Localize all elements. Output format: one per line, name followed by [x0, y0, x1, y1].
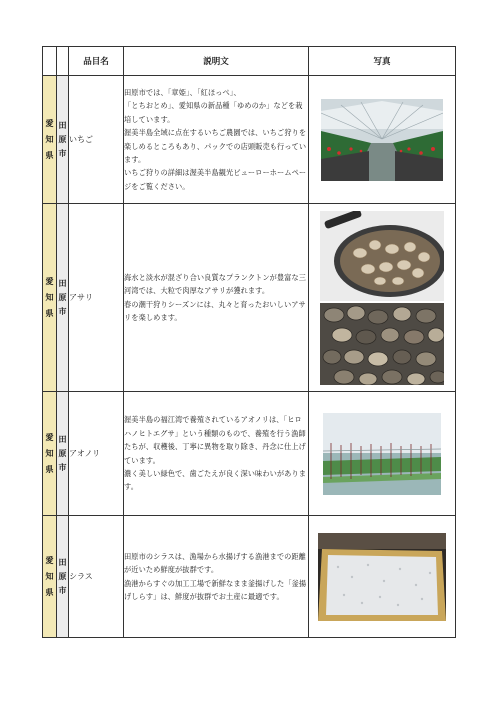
product-description — [124, 516, 309, 638]
city-char: 原 — [58, 134, 67, 144]
product-name: シラス — [69, 516, 124, 638]
prefecture-char: 県 — [45, 587, 54, 597]
prefecture-char: 県 — [45, 308, 54, 318]
header-row — [43, 47, 456, 76]
shirasu-drying-photo — [318, 533, 446, 621]
city-cell — [57, 204, 69, 392]
product-name: アオノリ — [69, 392, 124, 516]
prefecture-char: 知 — [45, 448, 54, 458]
raw-clams-photo — [320, 303, 444, 385]
prefecture-cell — [43, 392, 57, 516]
city-char: 原 — [58, 448, 67, 458]
city-char: 田 — [58, 557, 67, 567]
description-line: 田原市では、「章姫」、「紅ほっぺ」、 — [124, 87, 241, 97]
prefecture-char: 愛 — [45, 276, 54, 286]
prefecture-char: 愛 — [45, 432, 54, 442]
description-line: 「とちおとめ」、愛知県の新品種「ゆめのか」などを栽培しています。 — [124, 101, 303, 124]
photo-cell — [309, 204, 456, 392]
prefecture-char: 愛 — [45, 118, 54, 128]
city-char: 市 — [58, 306, 67, 316]
prefecture-cell — [43, 76, 57, 204]
prefecture-char: 知 — [45, 292, 54, 302]
product-name: アサリ — [69, 204, 124, 392]
description-line: 渥美半島の福江湾で養殖されているアオノリは、「ヒロハノヒトエグサ」という種類のもので、養殖を行う漁師たちが、収穫後、丁寧に異物を取り除き、丹念に仕上げています。 — [124, 415, 306, 465]
city-cell — [57, 516, 69, 638]
city-char: 原 — [58, 571, 67, 581]
product-name: いちご — [69, 76, 124, 204]
prefecture-char: 知 — [45, 571, 54, 581]
city-char: 田 — [58, 120, 67, 130]
prefecture-char: 県 — [45, 464, 54, 474]
prefecture-char: 知 — [45, 134, 54, 144]
header-photo: 写真 — [309, 47, 456, 76]
city-char: 田 — [58, 278, 67, 288]
prefecture-cell — [43, 516, 57, 638]
city-char: 市 — [58, 585, 67, 595]
table-row-shirasu — [43, 516, 456, 638]
photo-cell — [309, 516, 456, 638]
prefecture-cell — [43, 204, 57, 392]
city-cell — [57, 76, 69, 204]
strawberry-greenhouse-photo — [321, 99, 443, 181]
description-line: 海水と淡水が混ざり合い良質なプランクトンが豊富な三河湾では、大粒で肉厚なアサリが獲れます。 — [124, 272, 307, 296]
table-row-seaweed — [43, 392, 456, 516]
clams-in-pan-photo — [320, 211, 444, 301]
product-table — [42, 46, 456, 638]
city-char: 田 — [58, 434, 67, 444]
header-name: 品目名 — [69, 47, 124, 76]
photo-cell — [309, 76, 456, 204]
city-char: 原 — [58, 292, 67, 302]
prefecture-char: 県 — [45, 150, 54, 160]
header-city-cell — [57, 47, 69, 76]
photo-cell — [309, 392, 456, 516]
city-char: 市 — [58, 462, 67, 472]
description-line: 漁港からすぐの加工工場で新鮮なまま釜揚げした「釜揚げしらす」は、鮮度が抜群でお土産に最適です。 — [124, 578, 307, 601]
description-line: 田原市のシラスは、漁場から水揚げする漁港までの距離が近いため鮮度が抜群です。 — [124, 551, 306, 575]
product-description — [124, 76, 309, 204]
description-line: 渥美半島全域に点在するいちご農園では、いちご狩りを楽しめるところもあり、パックでの店頭販売も行っています。 — [124, 128, 307, 164]
description-line: いちご狩りの詳細は渥美半島観光ビューローホームページをご覧ください。 — [124, 168, 307, 191]
table-row-clam — [43, 204, 456, 392]
description-line: 濃く美しい緑色で、歯ごたえが良く深い味わいがあります。 — [124, 468, 307, 492]
header-prefecture-cell — [43, 47, 57, 76]
header-description: 説明文 — [124, 47, 309, 76]
city-cell — [57, 392, 69, 516]
product-description — [124, 392, 309, 516]
product-description — [124, 204, 309, 392]
description-line: 春の潮干狩りシーズンには、丸々と育ったおいしいアサリを楽しめます。 — [124, 299, 306, 322]
table-row-strawberry — [43, 76, 456, 204]
seaweed-farm-photo — [323, 413, 441, 495]
city-char: 市 — [58, 148, 67, 158]
prefecture-char: 愛 — [45, 555, 54, 565]
